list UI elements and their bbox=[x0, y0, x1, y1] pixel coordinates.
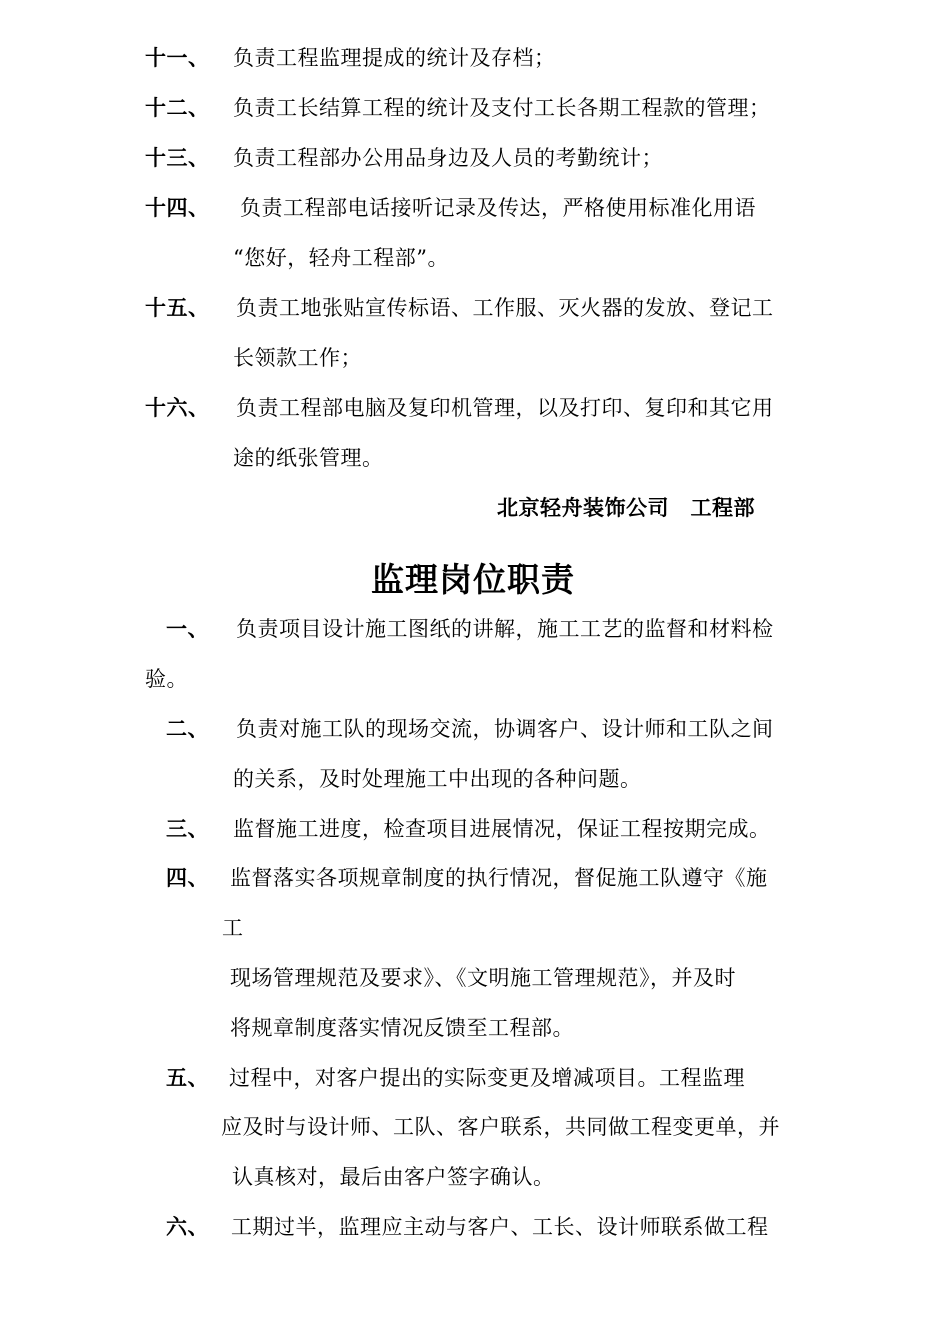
item-number: 二、 bbox=[166, 717, 209, 741]
item-text-continued: “您好，轻舟工程部”。 bbox=[233, 246, 449, 270]
item-number: 六、 bbox=[166, 1215, 209, 1239]
item-number: 十六、 bbox=[145, 396, 210, 420]
item-number: 十一、 bbox=[145, 46, 210, 70]
item-text-continued: 的关系，及时处理施工中出现的各种问题。 bbox=[233, 767, 642, 791]
item-number: 五、 bbox=[166, 1066, 209, 1090]
item-text: 负责对施工队的现场交流，协调客户、设计师和工队之间 bbox=[236, 717, 774, 741]
item-text-continued: 工 bbox=[222, 916, 244, 940]
item-text: 负责项目设计施工图纸的讲解，施工工艺的监督和材料检 bbox=[236, 617, 774, 641]
item-text-continued: 现场管理规范及要求》、《文明施工管理规范》，并及时 bbox=[230, 966, 736, 990]
item-text: 过程中，对客户提出的实际变更及增减项目。工程监理 bbox=[229, 1066, 745, 1090]
item-text: 负责工程部电脑及复印机管理，以及打印、复印和其它用 bbox=[236, 396, 774, 420]
item-text: 负责工长结算工程的统计及支付工长各期工程款的管理； bbox=[233, 96, 771, 120]
item-text-continued: 应及时与设计师、工队、客户联系，共同做工程变更单，并 bbox=[221, 1115, 780, 1139]
item-number: 三、 bbox=[166, 817, 209, 841]
item-text: 负责工程部电话接听记录及传达，严格使用标准化用语 bbox=[240, 196, 756, 220]
item-number: 十四、 bbox=[145, 196, 210, 220]
item-text-continued: 途的纸张管理。 bbox=[233, 446, 384, 470]
item-number: 一、 bbox=[166, 617, 209, 641]
item-text: 监督施工进度，检查项目进展情况，保证工程按期完成。 bbox=[233, 817, 771, 841]
item-text: 监督落实各项规章制度的执行情况，督促施工队遵守《施 bbox=[230, 866, 768, 890]
item-text-continued: 验。 bbox=[145, 667, 188, 691]
item-number: 十三、 bbox=[145, 146, 210, 170]
item-number: 四、 bbox=[166, 866, 209, 890]
item-text: 负责工程部办公用品身边及人员的考勤统计； bbox=[233, 146, 663, 170]
item-text: 工期过半，监理应主动与客户、工长、设计师联系做工程 bbox=[231, 1215, 769, 1239]
item-text: 负责工程监理提成的统计及存档； bbox=[233, 46, 556, 70]
item-number: 十二、 bbox=[145, 96, 210, 120]
item-text-continued: 将规章制度落实情况反馈至工程部。 bbox=[230, 1016, 574, 1040]
signature: 北京轻舟装饰公司 工程部 bbox=[497, 496, 755, 520]
item-text: 负责工地张贴宣传标语、工作服、灭火器的发放、登记工 bbox=[236, 296, 774, 320]
section-title: 监理岗位职责 bbox=[371, 560, 575, 599]
item-number: 十五、 bbox=[145, 296, 210, 320]
item-text-continued: 长领款工作； bbox=[233, 346, 362, 370]
item-text-continued: 认真核对，最后由客户签字确认。 bbox=[232, 1165, 555, 1189]
